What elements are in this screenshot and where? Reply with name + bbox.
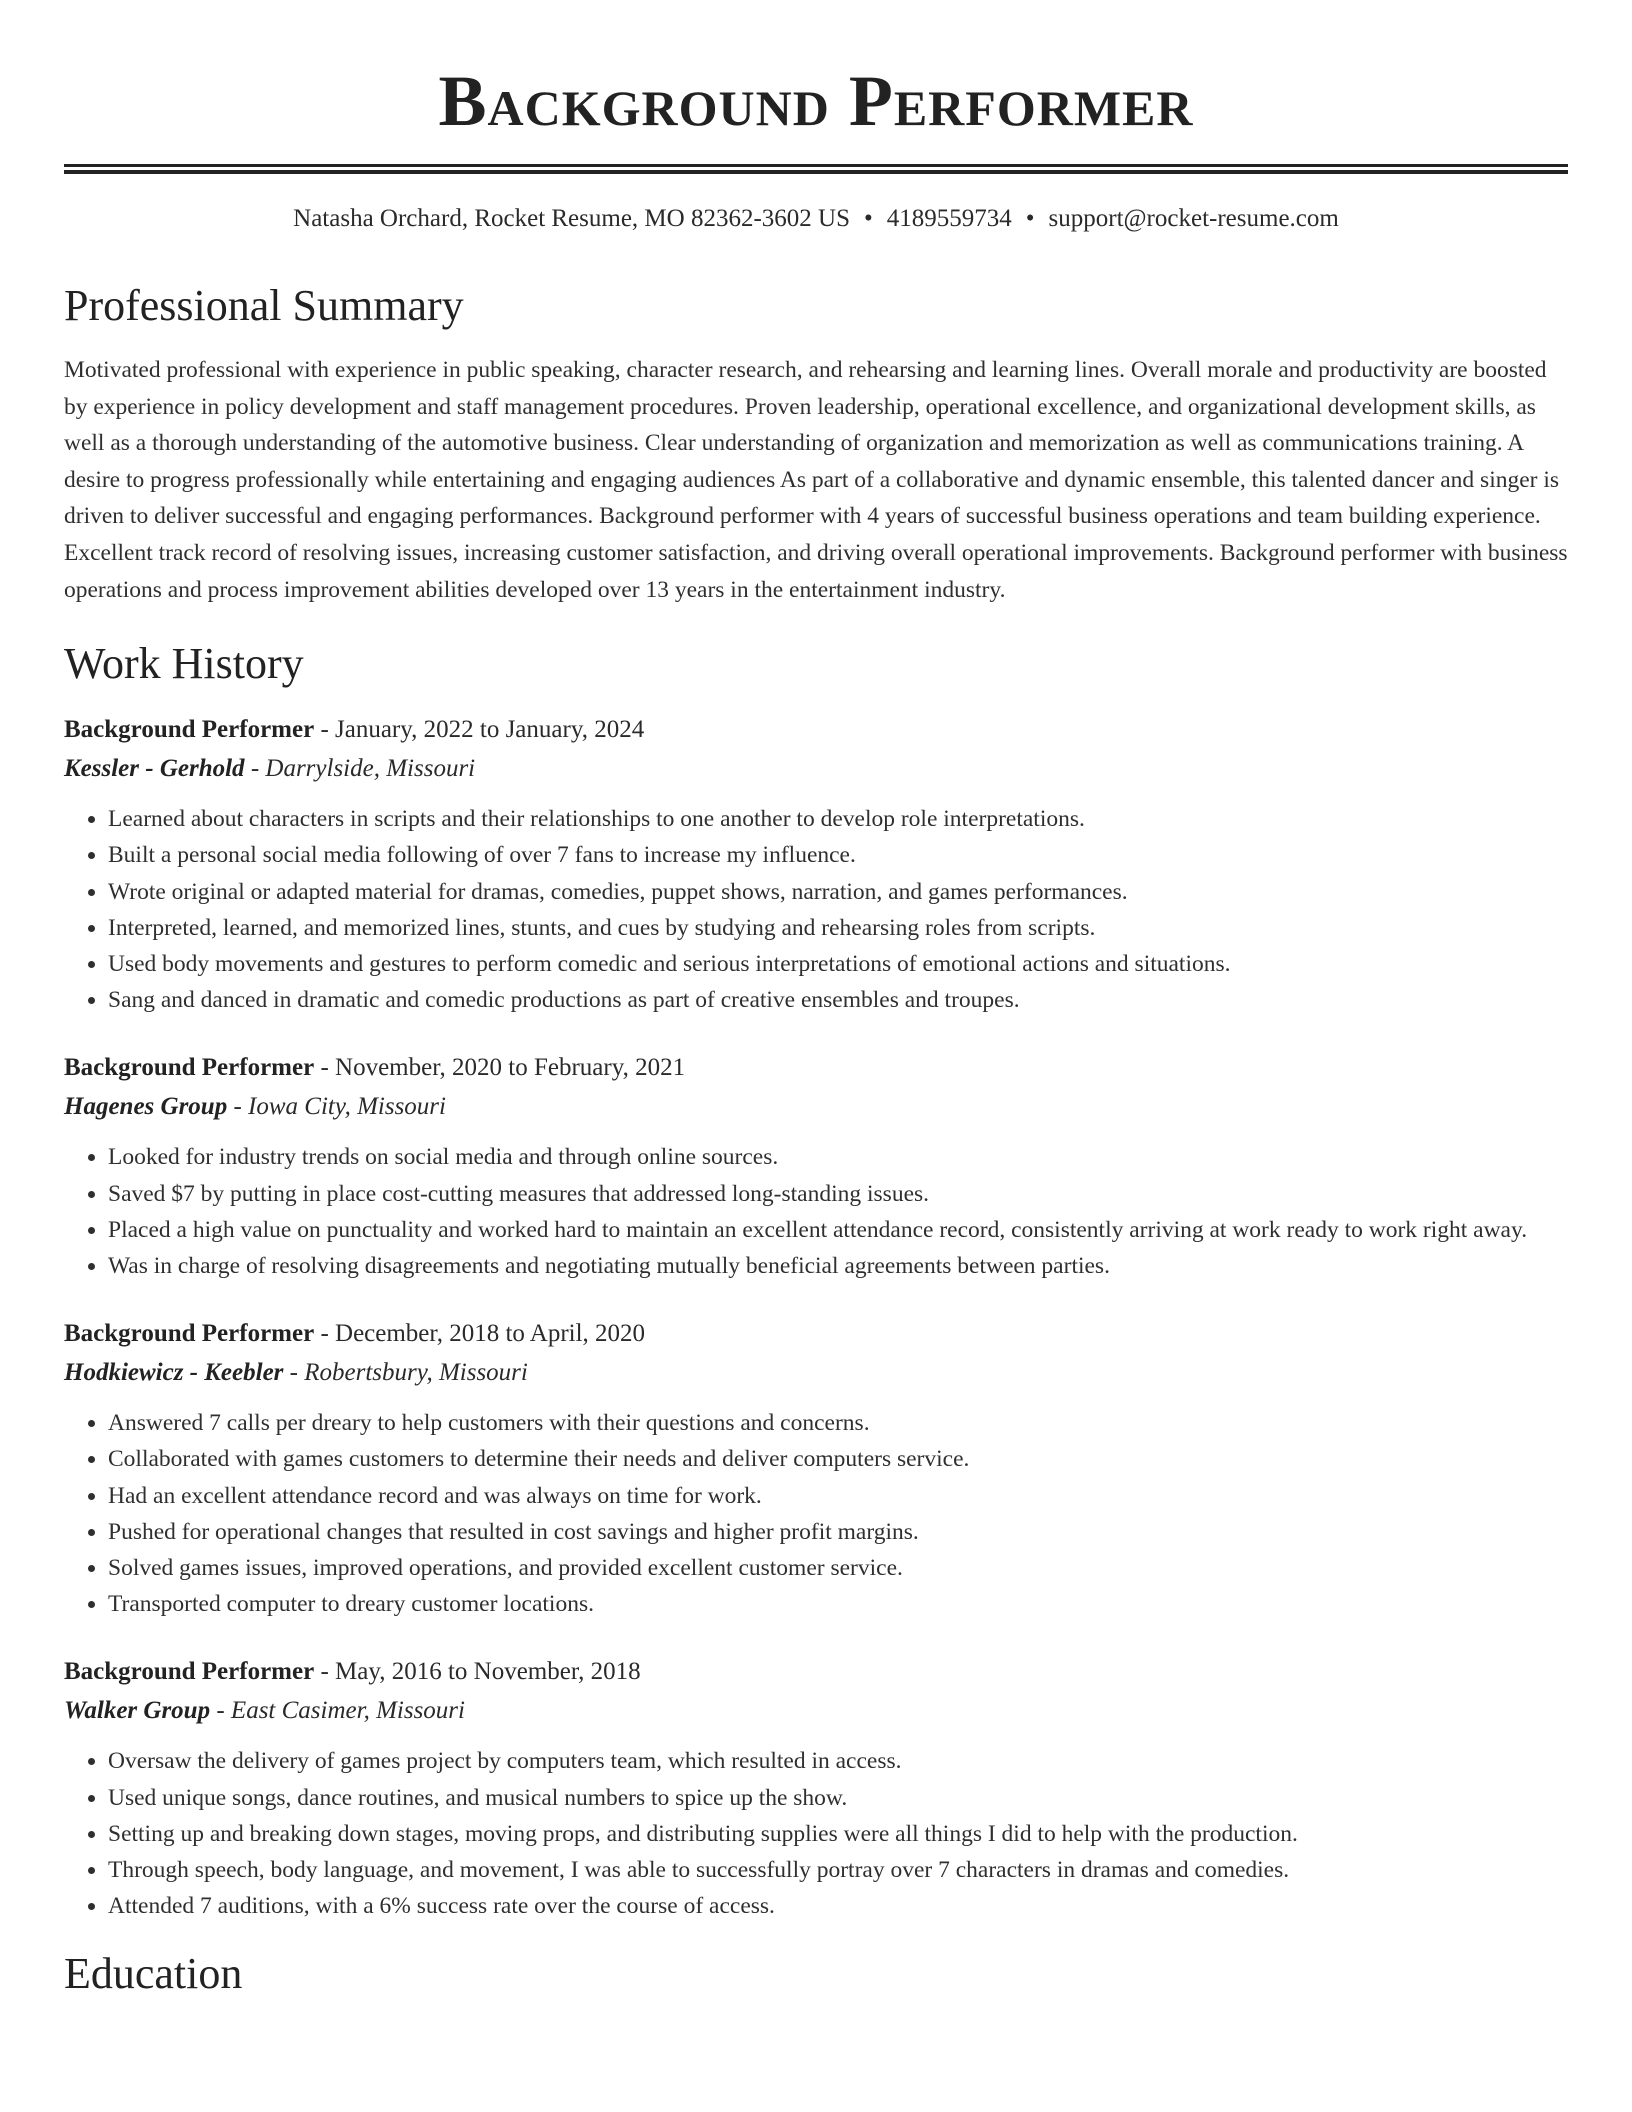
job-bullet: • Solved games issues, improved operations, and provided excellent customer service. xyxy=(108,1550,1568,1586)
job-bullet-list xyxy=(64,801,1568,1018)
company-name: Hodkiewicz - Keebler xyxy=(64,1359,284,1387)
professional-summary-heading: Professional Summary xyxy=(64,281,464,330)
job-bullet: • Through speech, body language, and movement, I was able to successfully portray over 7 characters in dramas and comedies. xyxy=(108,1852,1568,1888)
job-bullet: • Used unique songs, dance routines, and musical numbers to spice up the show. xyxy=(108,1780,1568,1816)
contact-separator: • xyxy=(1025,205,1035,232)
contact-line xyxy=(64,202,1568,236)
company-name: Kessler - Gerhold xyxy=(64,755,245,783)
job-bullet: • Sang and danced in dramatic and comedic productions as part of creative ensembles and troupes. xyxy=(108,982,1568,1018)
company-location: - Darrylside, Missouri xyxy=(244,755,476,783)
company-name: Walker Group xyxy=(64,1697,211,1725)
job-bullet-list xyxy=(64,1743,1568,1924)
job-bullet: • Interpreted, learned, and memorized lines, stunts, and cues by studying and rehearsing roles from scripts. xyxy=(108,910,1568,946)
job-title: Background Performer xyxy=(64,1320,315,1348)
contact-phone: 4189559734 xyxy=(886,205,1012,232)
job-bullet: • Oversaw the delivery of games project by computers team, which resulted in access. xyxy=(108,1743,1568,1779)
job-dates: - January, 2022 to January, 2024 xyxy=(314,716,645,744)
job-bullet: • Collaborated with games customers to determine their needs and deliver computers service. xyxy=(108,1441,1568,1477)
job-bullet: • Had an excellent attendance record and was always on time for work. xyxy=(108,1478,1568,1514)
contact-separator: • xyxy=(864,205,873,232)
contact-email: support@rocket-resume.com xyxy=(1048,205,1339,232)
professional-summary-text: Motivated professional with experience in public speaking, character research, and rehearsing and learning lines. Overall morale and productivity are boosted by experience in policy development and staff management procedures. Proven leadership, operational excellence, and organizational development skills, as well as a thorough understanding of the automotive business. Clear understanding of organization and memorization as well as communications training. A desire to progress professionally while entertaining and engaging audiences As part of a collaborative and dynamic ensemble, this talented dancer and singer is driven to deliver successful and engaging performances. Background performer with 4 years of successful business operations and team building experience. Excellent track record of resolving issues, increasing customer satisfaction, and driving overall operational improvements. Background performer with business operations and process improvement abilities developed over 13 years in the entertainment industry. xyxy=(64,357,1568,603)
job-dates: - November, 2020 to February, 2021 xyxy=(314,1054,686,1082)
job-bullet-list xyxy=(64,1405,1568,1622)
company-line xyxy=(64,1354,1568,1392)
job-bullet: • Learned about characters in scripts and their relationships to one another to develop role interpretations. xyxy=(108,801,1568,837)
job-bullet: • Answered 7 calls per dreary to help customers with their questions and concerns. xyxy=(108,1405,1568,1441)
job-title-line xyxy=(64,710,1568,750)
resume-title: Background Performer xyxy=(438,61,1194,141)
company-location: - East Casimer, Missouri xyxy=(210,1697,465,1725)
job-bullet: • Setting up and breaking down stages, moving props, and distributing supplies were all things I did to help with the production. xyxy=(108,1816,1568,1852)
job-bullet: • Wrote original or adapted material for dramas, comedies, puppet shows, narration, and games performances. xyxy=(108,874,1568,910)
job-entry xyxy=(64,1048,1568,1284)
job-entry xyxy=(64,1314,1568,1622)
company-line xyxy=(64,750,1568,788)
job-bullet-list xyxy=(64,1139,1568,1284)
job-title-line xyxy=(64,1048,1568,1088)
job-title: Background Performer xyxy=(64,716,315,744)
contact-address: Natasha Orchard, Rocket Resume, MO 82362-3602 US xyxy=(293,205,850,232)
job-bullet: • Looked for industry trends on social media and through online sources. xyxy=(108,1139,1568,1175)
job-title: Background Performer xyxy=(64,1054,315,1082)
title-double-rule xyxy=(64,164,1568,174)
job-bullet: • Placed a high value on punctuality and worked hard to maintain an excellent attendance record, consistently arriving at work ready to work right away. xyxy=(108,1212,1568,1248)
company-location: - Robertsbury, Missouri xyxy=(283,1359,528,1387)
company-name: Hagenes Group xyxy=(64,1093,228,1121)
job-bullet: • Used body movements and gestures to perform comedic and serious interpretations of emotional actions and situations. xyxy=(108,946,1568,982)
job-bullet: • Attended 7 auditions, with a 6% success rate over the course of access. xyxy=(108,1888,1568,1924)
job-title-line xyxy=(64,1652,1568,1692)
company-location: - Iowa City, Missouri xyxy=(227,1093,446,1121)
job-title-line xyxy=(64,1314,1568,1354)
work-history-heading: Work History xyxy=(64,639,304,689)
job-bullet: • Pushed for operational changes that resulted in cost savings and higher profit margins. xyxy=(108,1514,1568,1550)
job-entry xyxy=(64,710,1568,1018)
company-line xyxy=(64,1088,1568,1126)
job-title: Background Performer xyxy=(64,1658,315,1686)
job-bullet: • Built a personal social media following of over 7 fans to increase my influence. xyxy=(108,837,1568,873)
job-bullet: • Was in charge of resolving disagreements and negotiating mutually beneficial agreements between parties. xyxy=(108,1248,1568,1284)
company-line xyxy=(64,1692,1568,1730)
job-dates: - December, 2018 to April, 2020 xyxy=(314,1320,646,1348)
job-entry xyxy=(64,1652,1568,1924)
job-dates: - May, 2016 to November, 2018 xyxy=(314,1658,641,1686)
job-bullet: • Transported computer to dreary customer locations. xyxy=(108,1586,1568,1622)
education-heading: Education xyxy=(64,1949,243,1999)
job-bullet: • Saved $7 by putting in place cost-cutting measures that addressed long-standing issues. xyxy=(108,1176,1568,1212)
